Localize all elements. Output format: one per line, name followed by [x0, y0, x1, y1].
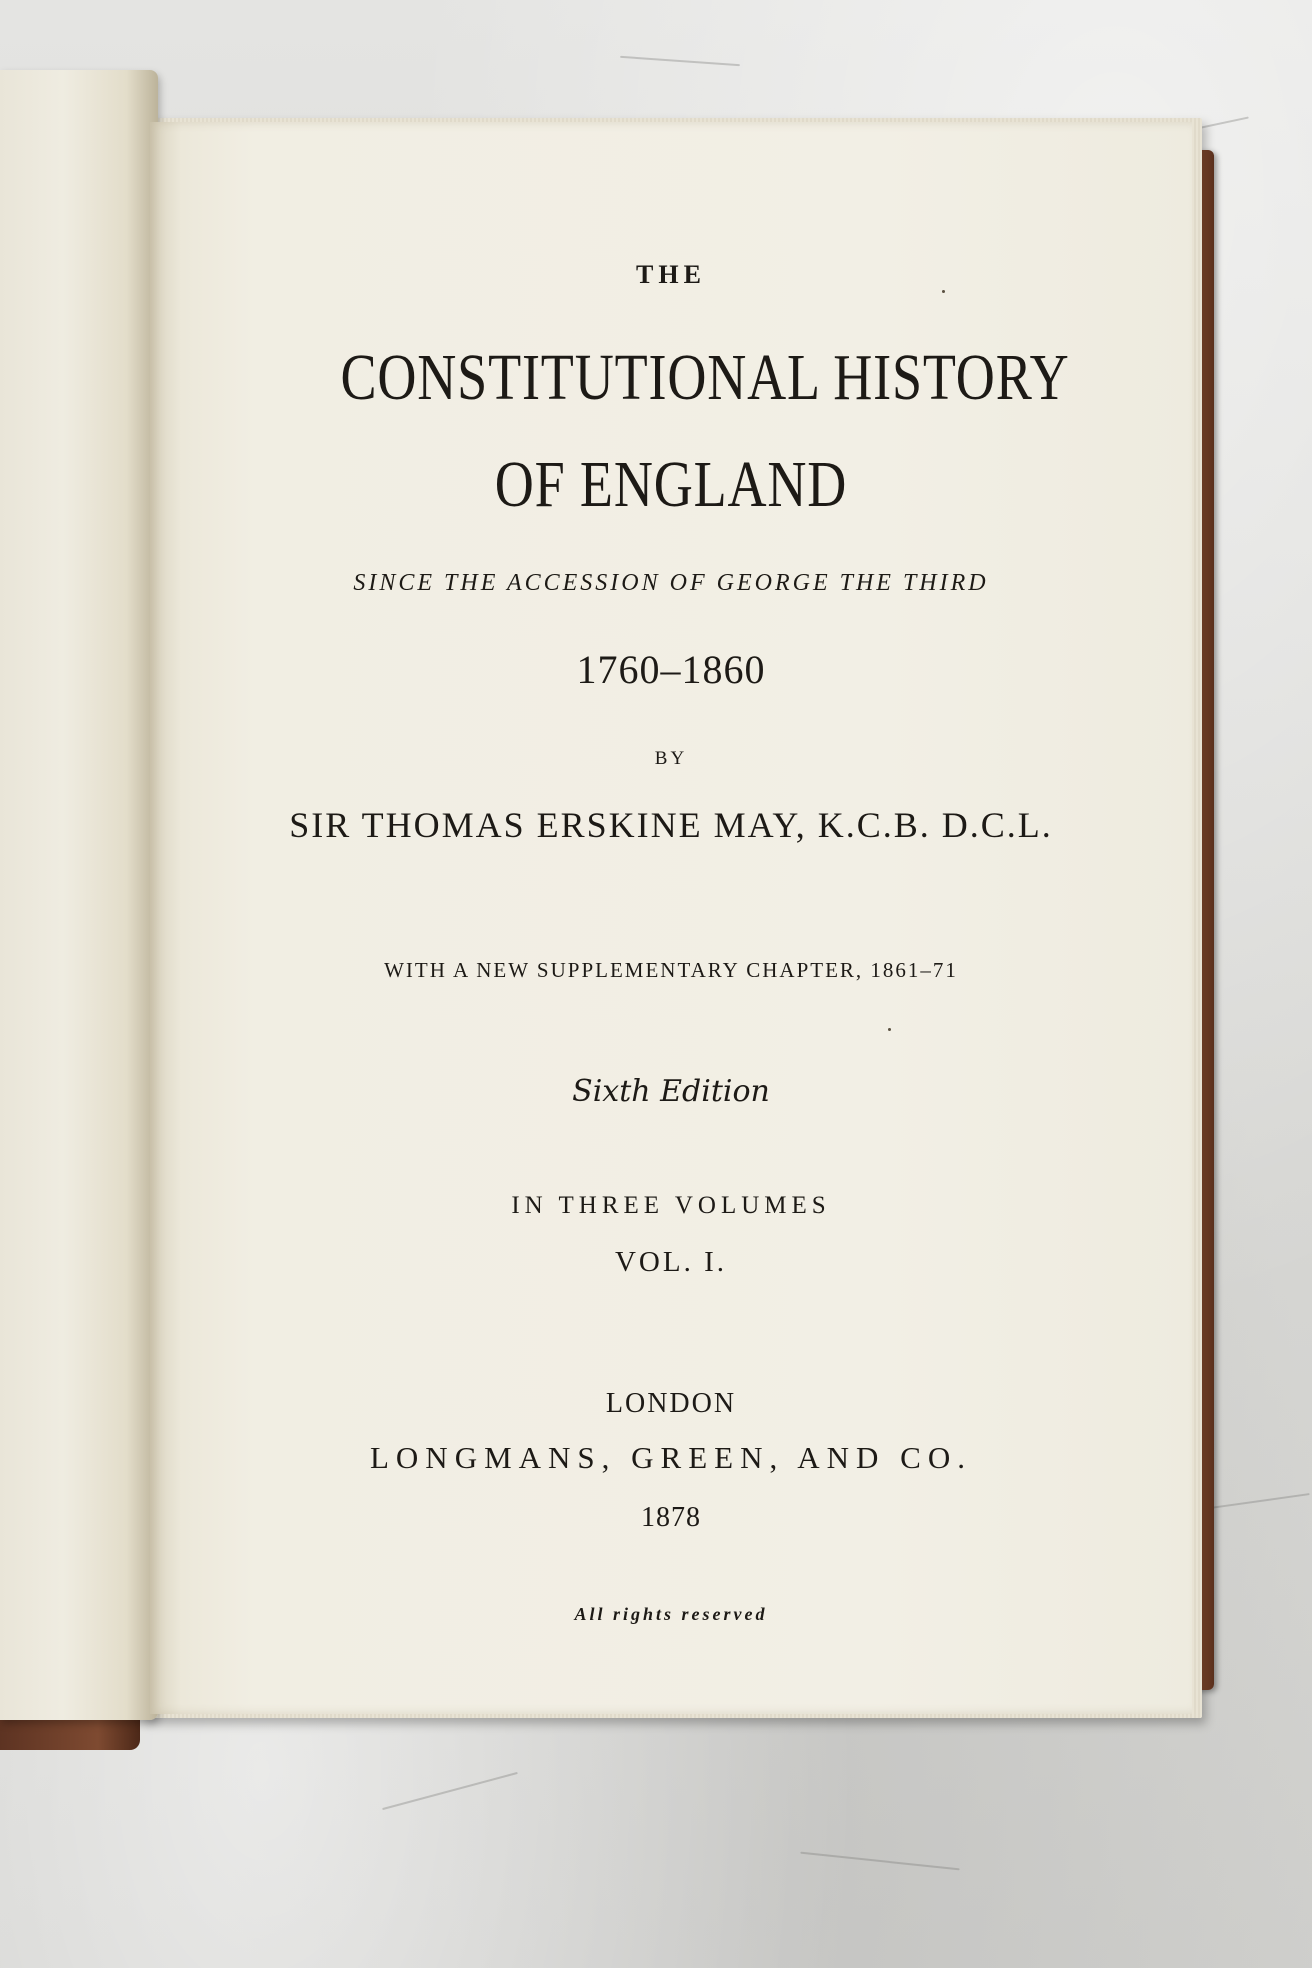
verso-page [0, 70, 158, 1720]
book-title-line-2: OF ENGLAND [494, 448, 848, 521]
volume-number: VOL. I. [614, 1246, 727, 1278]
surface-crack [800, 1852, 959, 1871]
title-page [150, 122, 1192, 1714]
supplement-note: WITH A NEW SUPPLEMENTARY CHAPTER, 1861–71 [384, 958, 958, 982]
date-range: 1760–1860 [576, 647, 766, 692]
surface-crack [620, 56, 740, 66]
book-title-line-1: CONSTITUTIONAL HISTORY [340, 341, 1070, 414]
rights-notice: All rights reserved [574, 1604, 768, 1624]
author-name: SIR THOMAS ERSKINE MAY, K.C.B. D.C.L. [289, 805, 1053, 845]
publication-city: LONDON [605, 1388, 737, 1419]
surface-crack [1210, 1493, 1309, 1509]
edition-label: Sixth Edition [572, 1074, 770, 1109]
publisher-name: LONGMANS, GREEN, AND CO. [369, 1440, 972, 1475]
paper-speck [888, 1028, 891, 1031]
paper-speck [942, 290, 945, 293]
by-label: BY [654, 748, 688, 769]
title-article: THE [636, 260, 706, 289]
publication-year: 1878 [641, 1502, 701, 1533]
subtitle: SINCE THE ACCESSION OF GEORGE THE THIRD [353, 570, 989, 596]
volumes-note: IN THREE VOLUMES [511, 1192, 831, 1219]
surface-crack [382, 1772, 518, 1810]
